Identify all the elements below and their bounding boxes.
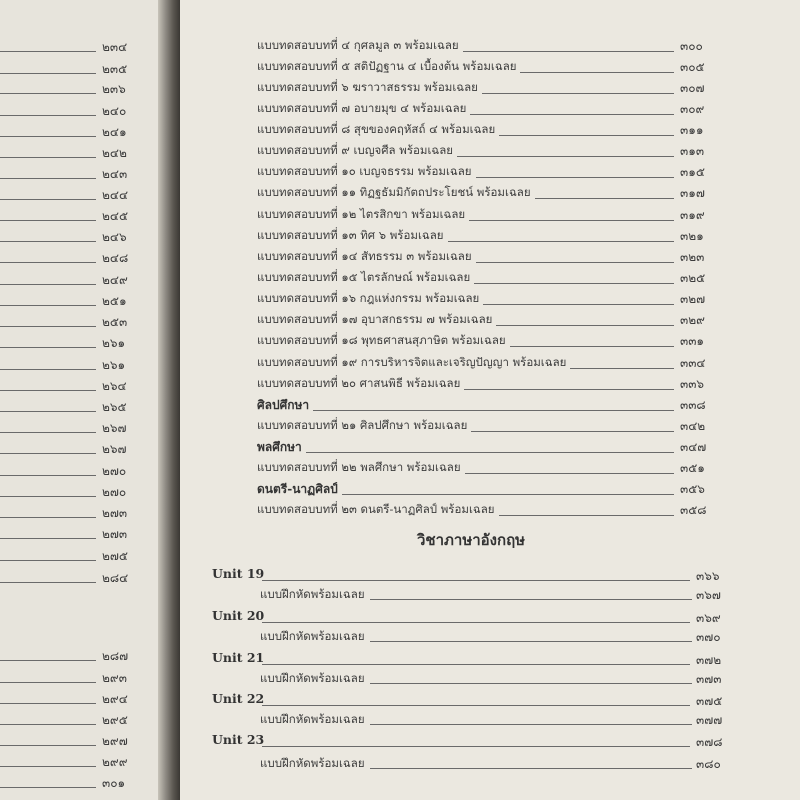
- toc-entry-label: แบบทดสอบบทที่ ๖ ฆราวาสธรรม พร้อมเฉลย: [257, 80, 478, 94]
- leader-line: [464, 389, 674, 390]
- toc-entry-label: แบบทดสอบบทที่ ๒๒ พลศึกษา พร้อมเฉลย: [257, 460, 461, 474]
- page-number: ๒๖๑: [102, 358, 126, 372]
- page-number: ๓๖๙: [696, 611, 721, 625]
- leader-line: [342, 494, 674, 495]
- page-number: ๓๐๗: [680, 81, 705, 95]
- leader-line: [469, 220, 674, 221]
- leader-line: [0, 199, 96, 200]
- page-number: ๒๔๑: [102, 125, 127, 139]
- toc-entry-label: แบบทดสอบบทที่ ๑๖ กฎแห่งกรรม พร้อมเฉลย: [257, 291, 480, 305]
- page-number: ๒๓๕: [102, 62, 128, 76]
- page-number: ๒๔๓: [102, 167, 128, 181]
- leader-line: [262, 664, 690, 665]
- unit-heading: Unit 22: [212, 691, 265, 706]
- page-number: ๓๕๘: [680, 503, 707, 517]
- page-number: ๓๓๘: [680, 398, 706, 412]
- page-number: ๒๙๔: [102, 692, 128, 706]
- leader-line: [0, 51, 96, 52]
- leader-line: [370, 641, 692, 642]
- page-number: ๓๓๖: [680, 377, 705, 391]
- leader-line: [0, 305, 96, 306]
- unit-heading: Unit 19: [212, 566, 265, 581]
- leader-line: [476, 262, 674, 263]
- leader-line: [520, 72, 674, 73]
- page-number: ๒๖๗: [102, 442, 127, 456]
- exercise-label: แบบฝึกหัดพร้อมเฉลย: [260, 671, 365, 685]
- toc-entry-label: แบบทดสอบบทที่ ๘ สุขของคฤหัสถ์ ๔ พร้อมเฉลย: [257, 122, 496, 136]
- page-number: ๒๗๓: [102, 527, 128, 541]
- toc-entry-label: แบบทดสอบบทที่ ๑๒ ไตรสิกขา พร้อมเฉลย: [257, 207, 466, 221]
- leader-line: [262, 580, 690, 581]
- leader-line: [262, 622, 690, 623]
- leader-line: [535, 198, 674, 199]
- leader-line: [0, 517, 96, 518]
- toc-entry-label: แบบทดสอบบทที่ ๒๐ ศาสนพิธี พร้อมเฉลย: [257, 376, 461, 390]
- page-number: ๓๑๑: [680, 123, 704, 137]
- page-number: ๒๔๐: [102, 104, 127, 118]
- page-number: ๒๘๔: [102, 571, 129, 585]
- leader-line: [0, 284, 96, 285]
- page-number: ๓๗๐: [696, 630, 721, 644]
- leader-line: [474, 283, 674, 284]
- page-number: ๒๖๗: [102, 421, 127, 435]
- page-number: ๒๖๑: [102, 336, 126, 350]
- leader-line: [0, 220, 96, 221]
- toc-entry-label: แบบทดสอบบทที่ ๒๑ ศิลปศึกษา พร้อมเฉลย: [257, 418, 468, 432]
- toc-entry-label: แบบทดสอบบทที่ ๑๙ การบริหารจิตและเจริญปัญญา พร้อมเฉลย: [257, 355, 567, 369]
- leader-line: [0, 660, 96, 661]
- book-gutter: [158, 0, 180, 800]
- leader-line: [0, 347, 96, 348]
- page-number: ๓๒๑: [680, 229, 704, 243]
- page-number: ๓๗๒: [696, 653, 722, 667]
- leader-line: [0, 115, 96, 116]
- page-number: ๓๐๕: [680, 60, 705, 74]
- page-number: ๓๑๓: [680, 144, 705, 158]
- page-number: ๓๐๙: [680, 102, 705, 116]
- leader-line: [496, 325, 674, 326]
- leader-line: [370, 683, 692, 684]
- page-number: ๓๑๕: [680, 165, 705, 179]
- leader-line: [0, 766, 96, 767]
- page-number: ๓๓๑: [680, 334, 705, 348]
- toc-entry-label: แบบทดสอบบทที่ ๑๑ ทิฏฐธัมมิกัตถประโยชน์ พร้อมเฉลย: [257, 185, 531, 199]
- page-number: ๓๖๖: [696, 569, 720, 583]
- page-number: ๒๙๗: [102, 734, 128, 748]
- toc-entry-label: แบบทดสอบบทที่ ๗ อบายมุข ๔ พร้อมเฉลย: [257, 101, 467, 115]
- exercise-label: แบบฝึกหัดพร้อมเฉลย: [260, 756, 365, 770]
- leader-line: [499, 135, 674, 136]
- toc-entry-label: แบบทดสอบบทที่ ๑๕ ไตรลักษณ์ พร้อมเฉลย: [257, 270, 471, 284]
- toc-entry-label: แบบทดสอบบทที่ ๑๐ เบญจธรรม พร้อมเฉลย: [257, 164, 472, 178]
- leader-line: [0, 73, 96, 74]
- page-number: ๓๗๓: [696, 672, 722, 686]
- leader-line: [0, 724, 96, 725]
- page-number: ๓๔๗: [680, 440, 707, 454]
- page-number: ๓๗๕: [696, 694, 723, 708]
- page-number: ๓๐๑: [102, 776, 126, 790]
- leader-line: [262, 705, 690, 706]
- toc-entry-label: แบบทดสอบบทที่ ๕ สติปัฏฐาน ๔ เบื้องต้น พร้อมเฉลย: [257, 59, 517, 73]
- leader-line: [0, 390, 96, 391]
- exercise-label: แบบฝึกหัดพร้อมเฉลย: [260, 587, 365, 601]
- leader-line: [471, 431, 674, 432]
- page-number: ๒๘๗: [102, 649, 129, 663]
- page-number: ๒๔๖: [102, 230, 127, 244]
- exercise-label: แบบฝึกหัดพร้อมเฉลย: [260, 712, 365, 726]
- section-heading: พลศึกษา: [257, 440, 302, 454]
- page-number: ๒๔๕: [102, 209, 129, 223]
- left-page: [0, 0, 158, 800]
- unit-heading: Unit 23: [212, 732, 265, 747]
- page-number: ๓๒๓: [680, 250, 705, 264]
- leader-line: [0, 411, 96, 412]
- leader-line: [0, 496, 96, 497]
- page-number: ๓๖๗: [696, 588, 721, 602]
- leader-line: [313, 410, 674, 411]
- page-number: ๓๗๘: [696, 735, 723, 749]
- leader-line: [499, 515, 674, 516]
- page-number: ๒๕๑: [102, 294, 127, 308]
- leader-line: [0, 538, 96, 539]
- page-number: ๒๔๙: [102, 273, 128, 287]
- leader-line: [483, 304, 674, 305]
- leader-line: [370, 724, 692, 725]
- section-title: วิชาภาษาอังกฤษ: [417, 531, 526, 549]
- leader-line: [0, 745, 96, 746]
- leader-line: [482, 93, 674, 94]
- leader-line: [0, 582, 96, 583]
- leader-line: [0, 369, 96, 370]
- page-number: ๓๑๙: [680, 208, 705, 222]
- page-number: ๒๔๔: [102, 188, 129, 202]
- page-number: ๓๒๗: [680, 292, 706, 306]
- leader-line: [370, 599, 692, 600]
- leader-line: [0, 432, 96, 433]
- page-number: ๒๖๔: [102, 379, 127, 393]
- leader-line: [0, 93, 96, 94]
- page-number: ๒๗๐: [102, 464, 127, 478]
- page-number: ๓๕๑: [680, 461, 705, 475]
- leader-line: [0, 703, 96, 704]
- page-number: ๒๗๓: [102, 506, 128, 520]
- leader-line: [370, 768, 692, 769]
- page-number: ๒๙๙: [102, 755, 128, 769]
- leader-line: [0, 178, 96, 179]
- leader-line: [470, 114, 674, 115]
- toc-entry-label: แบบทดสอบบทที่ ๔ กุศลมูล ๓ พร้อมเฉลย: [257, 38, 459, 52]
- page-number: ๓๒๕: [680, 271, 706, 285]
- page-number: ๒๓๖: [102, 82, 126, 96]
- page-number: ๓๔๒: [680, 419, 706, 433]
- leader-line: [0, 560, 96, 561]
- page-number: ๒๗๐: [102, 485, 127, 499]
- leader-line: [0, 453, 96, 454]
- leader-line: [262, 746, 690, 747]
- page-number: ๒๓๔: [102, 40, 128, 54]
- exercise-label: แบบฝึกหัดพร้อมเฉลย: [260, 629, 365, 643]
- page-number: ๒๖๕: [102, 400, 127, 414]
- unit-heading: Unit 20: [212, 608, 265, 623]
- page-number: ๓๒๙: [680, 313, 705, 327]
- page-number: ๒๗๕: [102, 549, 129, 563]
- leader-line: [457, 156, 674, 157]
- leader-line: [465, 473, 674, 474]
- section-heading: ศิลปศึกษา: [257, 398, 310, 412]
- leader-line: [476, 177, 674, 178]
- page-number: ๓๓๔: [680, 356, 706, 370]
- page-number: ๒๔๘: [102, 251, 129, 265]
- page-number: ๓๗๗: [696, 713, 723, 727]
- toc-entry-label: แบบทดสอบบทที่ ๙ เบญจศีล พร้อมเฉลย: [257, 143, 454, 157]
- leader-line: [463, 51, 674, 52]
- toc-entry-label: แบบทดสอบบทที่ ๒๓ ดนตรี-นาฏศิลป์ พร้อมเฉลย: [257, 502, 495, 516]
- page-number: ๓๑๗: [680, 186, 705, 200]
- toc-entry-label: แบบทดสอบบทที่ ๑๘ พุทธศาสนสุภาษิต พร้อมเฉลย: [257, 333, 506, 347]
- page-number: ๒๙๓: [102, 671, 127, 685]
- toc-entry-label: แบบทดสอบบทที่ ๑๗ อุบาสกธรรม ๗ พร้อมเฉลย: [257, 312, 493, 326]
- right-page: [180, 0, 800, 800]
- leader-line: [570, 368, 674, 369]
- page-number: ๓๕๖: [680, 482, 705, 496]
- leader-line: [0, 157, 96, 158]
- leader-line: [448, 241, 674, 242]
- leader-line: [0, 475, 96, 476]
- leader-line: [0, 136, 96, 137]
- toc-entry-label: แบบทดสอบบทที่ ๑๔ สัทธรรม ๓ พร้อมเฉลย: [257, 249, 472, 263]
- page-number: ๓๐๐: [680, 39, 703, 53]
- leader-line: [0, 787, 96, 788]
- page-number: ๓๘๐: [696, 757, 721, 771]
- leader-line: [0, 326, 96, 327]
- page-number: ๒๙๕: [102, 713, 128, 727]
- unit-heading: Unit 21: [212, 650, 265, 665]
- page-number: ๒๕๓: [102, 315, 128, 329]
- leader-line: [0, 241, 96, 242]
- leader-line: [306, 452, 674, 453]
- leader-line: [0, 682, 96, 683]
- leader-line: [0, 262, 96, 263]
- leader-line: [510, 346, 674, 347]
- toc-entry-label: แบบทดสอบบทที่ ๑๓ ทิศ ๖ พร้อมเฉลย: [257, 228, 444, 242]
- section-heading: ดนตรี-นาฏศิลป์: [257, 482, 338, 496]
- page-number: ๒๔๒: [102, 146, 127, 160]
